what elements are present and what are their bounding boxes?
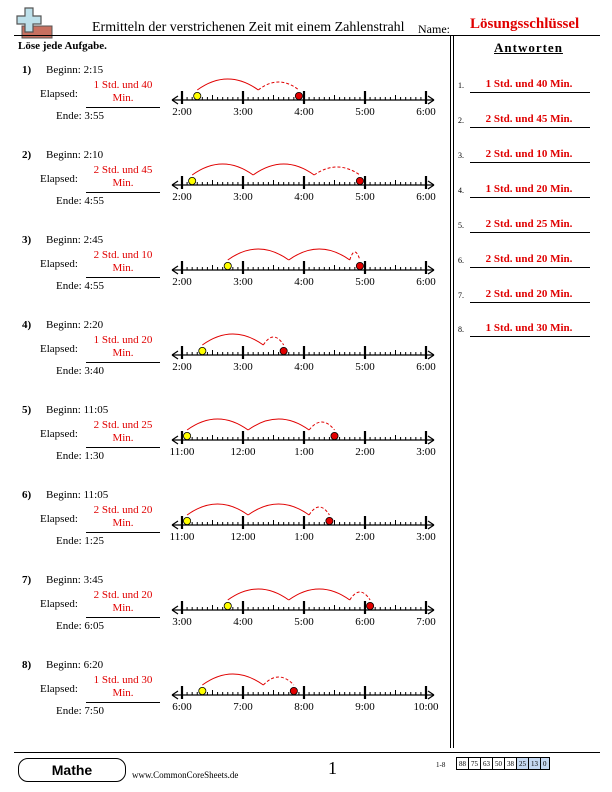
number-line — [170, 64, 440, 124]
answer-number: 2. — [458, 116, 464, 125]
problem — [0, 659, 450, 743]
instructions: Löse jede Aufgabe. — [18, 40, 107, 52]
answer-item — [458, 78, 592, 92]
tick-label: 3:00 — [233, 191, 253, 203]
tick-label: 6:00 — [355, 616, 375, 628]
answer-value: 2 Std. und 25 Min. — [485, 218, 573, 230]
tick-label: 11:00 — [170, 531, 195, 543]
elapsed-label: Elapsed: — [40, 343, 78, 355]
tick-label: 1:00 — [294, 531, 314, 543]
elapsed-label: Elapsed: — [40, 683, 78, 695]
elapsed-label: Elapsed: — [40, 598, 78, 610]
end-marker — [295, 92, 302, 99]
score-cell: 13 — [529, 758, 541, 770]
tick-label: 3:00 — [233, 361, 253, 373]
column-divider — [453, 36, 454, 748]
elapsed-answer: 2 Std. und 25 Min. — [93, 419, 153, 444]
problem — [0, 319, 450, 403]
footer-divider — [14, 752, 600, 753]
tick-label: 3:00 — [233, 106, 253, 118]
elapsed-answer: 2 Std. und 20 Min. — [93, 589, 153, 614]
tick-label: 5:00 — [355, 276, 375, 288]
start-time: Beginn: 11:05 — [46, 404, 109, 416]
number-line — [170, 234, 440, 294]
start-marker — [199, 347, 206, 354]
answer-number: 6. — [458, 256, 464, 265]
elapsed-answer: 1 Std. und 20 Min. — [93, 334, 153, 359]
score-table — [456, 757, 550, 770]
elapsed-label: Elapsed: — [40, 173, 78, 185]
start-marker — [224, 602, 231, 609]
answer-line — [86, 532, 160, 533]
answer-item — [458, 322, 592, 336]
tick-label: 3:00 — [172, 616, 192, 628]
problem — [0, 64, 450, 148]
answer-item — [458, 253, 592, 267]
tick-label: 6:00 — [416, 106, 436, 118]
hour-jump-arc — [228, 589, 289, 600]
score-cell: 38 — [505, 758, 517, 770]
start-time: Beginn: 2:10 — [46, 149, 104, 161]
subject-badge: Mathe — [18, 758, 126, 782]
answer-item — [458, 288, 592, 302]
answer-item — [458, 148, 592, 162]
answer-value: 1 Std. und 30 Min. — [485, 322, 573, 334]
answer-line — [470, 197, 590, 198]
start-time: Beginn: 2:15 — [46, 64, 104, 76]
tick-label: 9:00 — [355, 701, 375, 713]
tick-label: 4:00 — [294, 191, 314, 203]
hour-jump-arc — [289, 589, 350, 600]
worksheet-title: Ermitteln der verstrichenen Zeit mit einem Zahlenstrahl — [92, 20, 405, 35]
elapsed-label: Elapsed: — [40, 88, 78, 100]
score-cell: 50 — [493, 758, 505, 770]
problem — [0, 404, 450, 488]
number-line — [170, 404, 440, 464]
hour-jump-arc — [197, 79, 258, 90]
hour-jump-arc — [248, 419, 309, 430]
start-marker — [183, 432, 190, 439]
tick-label: 10:00 — [413, 701, 439, 713]
tick-label: 12:00 — [230, 446, 256, 458]
end-marker — [356, 262, 363, 269]
start-marker — [194, 92, 201, 99]
answer-value: 2 Std. und 45 Min. — [485, 113, 573, 125]
hour-jump-arc — [187, 419, 248, 430]
score-cell: 63 — [481, 758, 493, 770]
tick-label: 2:00 — [172, 106, 192, 118]
problem-number: 6) — [22, 489, 32, 501]
answer-number: 1. — [458, 81, 464, 90]
tick-label: 2:00 — [172, 361, 192, 373]
tick-label: 4:00 — [294, 276, 314, 288]
tick-label: 4:00 — [233, 616, 253, 628]
answer-line — [470, 162, 590, 163]
problem-number: 5) — [22, 404, 32, 416]
hour-jump-arc — [202, 674, 263, 685]
tick-label: 8:00 — [294, 701, 314, 713]
elapsed-label: Elapsed: — [40, 428, 78, 440]
tick-label: 6:00 — [172, 701, 192, 713]
end-marker — [326, 517, 333, 524]
problem-number: 7) — [22, 574, 32, 586]
answer-number: 5. — [458, 221, 464, 230]
hour-jump-arc — [202, 334, 263, 345]
tick-label: 6:00 — [416, 191, 436, 203]
start-time: Beginn: 11:05 — [46, 489, 109, 501]
answer-line — [470, 127, 590, 128]
tick-label: 5:00 — [355, 106, 375, 118]
start-time: Beginn: 2:20 — [46, 319, 104, 331]
answers-heading: Antworten — [494, 40, 563, 55]
end-marker — [280, 347, 287, 354]
problem — [0, 234, 450, 318]
minute-jump-arc — [350, 252, 360, 260]
tick-label: 2:00 — [355, 531, 375, 543]
number-line — [170, 489, 440, 549]
answer-line — [470, 336, 590, 337]
start-marker — [224, 262, 231, 269]
answer-line — [86, 702, 160, 703]
score-range: 1-8 — [436, 761, 446, 769]
header-divider — [14, 35, 600, 36]
score-cell: 0 — [541, 758, 550, 770]
end-marker — [356, 177, 363, 184]
hour-jump-arc — [228, 249, 289, 260]
tick-label: 6:00 — [416, 276, 436, 288]
elapsed-answer: 2 Std. und 10 Min. — [93, 249, 153, 274]
tick-label: 3:00 — [233, 276, 253, 288]
tick-label: 12:00 — [230, 531, 256, 543]
elapsed-label: Elapsed: — [40, 258, 78, 270]
answer-value: 2 Std. und 20 Min. — [485, 253, 573, 265]
number-line — [170, 574, 440, 634]
answer-value: 1 Std. und 40 Min. — [485, 78, 573, 90]
start-time: Beginn: 6:20 — [46, 659, 104, 671]
minute-jump-arc — [350, 592, 370, 600]
end-time: Ende: 4:55 — [56, 280, 104, 292]
answer-item — [458, 113, 592, 127]
answer-value: 1 Std. und 20 Min. — [485, 183, 573, 195]
problem-number: 4) — [22, 319, 32, 331]
problem-number: 8) — [22, 659, 32, 671]
answer-number: 8. — [458, 325, 464, 334]
tick-label: 7:00 — [416, 616, 436, 628]
end-time: Ende: 3:40 — [56, 365, 104, 377]
answer-line — [470, 92, 590, 93]
start-marker — [199, 687, 206, 694]
column-divider — [450, 36, 451, 748]
number-line — [170, 319, 440, 379]
answer-number: 4. — [458, 186, 464, 195]
hour-jump-arc — [253, 164, 314, 175]
problem — [0, 574, 450, 658]
tick-label: 5:00 — [355, 191, 375, 203]
end-marker — [366, 602, 373, 609]
tick-label: 5:00 — [355, 361, 375, 373]
answer-number: 3. — [458, 151, 464, 160]
end-time: Ende: 1:30 — [56, 450, 104, 462]
page-number: 1 — [328, 758, 337, 778]
answer-value: 2 Std. und 20 Min. — [485, 288, 573, 300]
answer-line — [86, 277, 160, 278]
answer-line — [86, 362, 160, 363]
answer-number: 7. — [458, 291, 464, 300]
end-marker — [290, 687, 297, 694]
tick-label: 7:00 — [233, 701, 253, 713]
hour-jump-arc — [248, 504, 309, 515]
score-cell: 88 — [457, 758, 469, 770]
tick-label: 3:00 — [416, 446, 436, 458]
number-line — [170, 659, 440, 719]
answer-line — [86, 617, 160, 618]
tick-label: 3:00 — [416, 531, 436, 543]
problem — [0, 489, 450, 573]
end-time: Ende: 1:25 — [56, 535, 104, 547]
elapsed-answer: 1 Std. und 40 Min. — [93, 79, 153, 104]
elapsed-answer: 2 Std. und 20 Min. — [93, 504, 153, 529]
answer-value: 2 Std. und 10 Min. — [485, 148, 573, 160]
answer-key-title: Lösungsschlüssel — [470, 16, 580, 32]
minute-jump-arc — [309, 507, 329, 515]
number-line — [170, 149, 440, 209]
elapsed-answer: 1 Std. und 30 Min. — [93, 674, 153, 699]
answer-line — [86, 192, 160, 193]
answer-line — [86, 447, 160, 448]
start-time: Beginn: 2:45 — [46, 234, 104, 246]
hour-jump-arc — [192, 164, 253, 175]
start-time: Beginn: 3:45 — [46, 574, 104, 586]
tick-label: 2:00 — [355, 446, 375, 458]
problem-number: 1) — [22, 64, 32, 76]
start-marker — [183, 517, 190, 524]
tick-label: 2:00 — [172, 276, 192, 288]
hour-jump-arc — [187, 504, 248, 515]
answer-item — [458, 183, 592, 197]
end-time: Ende: 3:55 — [56, 110, 104, 122]
hour-jump-arc — [289, 249, 350, 260]
elapsed-answer: 2 Std. und 45 Min. — [93, 164, 153, 189]
score-cell: 75 — [469, 758, 481, 770]
answer-line — [470, 232, 590, 233]
answer-line — [470, 302, 590, 303]
minute-jump-arc — [314, 167, 360, 175]
tick-label: 1:00 — [294, 446, 314, 458]
tick-label: 11:00 — [170, 446, 195, 458]
answer-item — [458, 218, 592, 232]
end-marker — [331, 432, 338, 439]
tick-label: 4:00 — [294, 106, 314, 118]
minute-jump-arc — [263, 337, 283, 345]
answer-line — [86, 107, 160, 108]
score-cell: 25 — [517, 758, 529, 770]
minute-jump-arc — [258, 82, 299, 90]
name-label: Name: — [418, 22, 450, 36]
answer-line — [470, 267, 590, 268]
minute-jump-arc — [309, 422, 334, 430]
problem — [0, 149, 450, 233]
problem-number: 2) — [22, 149, 32, 161]
elapsed-label: Elapsed: — [40, 513, 78, 525]
site-url: www.CommonCoreSheets.de — [132, 770, 239, 780]
tick-label: 5:00 — [294, 616, 314, 628]
end-time: Ende: 6:05 — [56, 620, 104, 632]
tick-label: 4:00 — [294, 361, 314, 373]
tick-label: 6:00 — [416, 361, 436, 373]
start-marker — [189, 177, 196, 184]
minute-jump-arc — [263, 677, 294, 685]
end-time: Ende: 7:50 — [56, 705, 104, 717]
problem-number: 3) — [22, 234, 32, 246]
tick-label: 2:00 — [172, 191, 192, 203]
end-time: Ende: 4:55 — [56, 195, 104, 207]
